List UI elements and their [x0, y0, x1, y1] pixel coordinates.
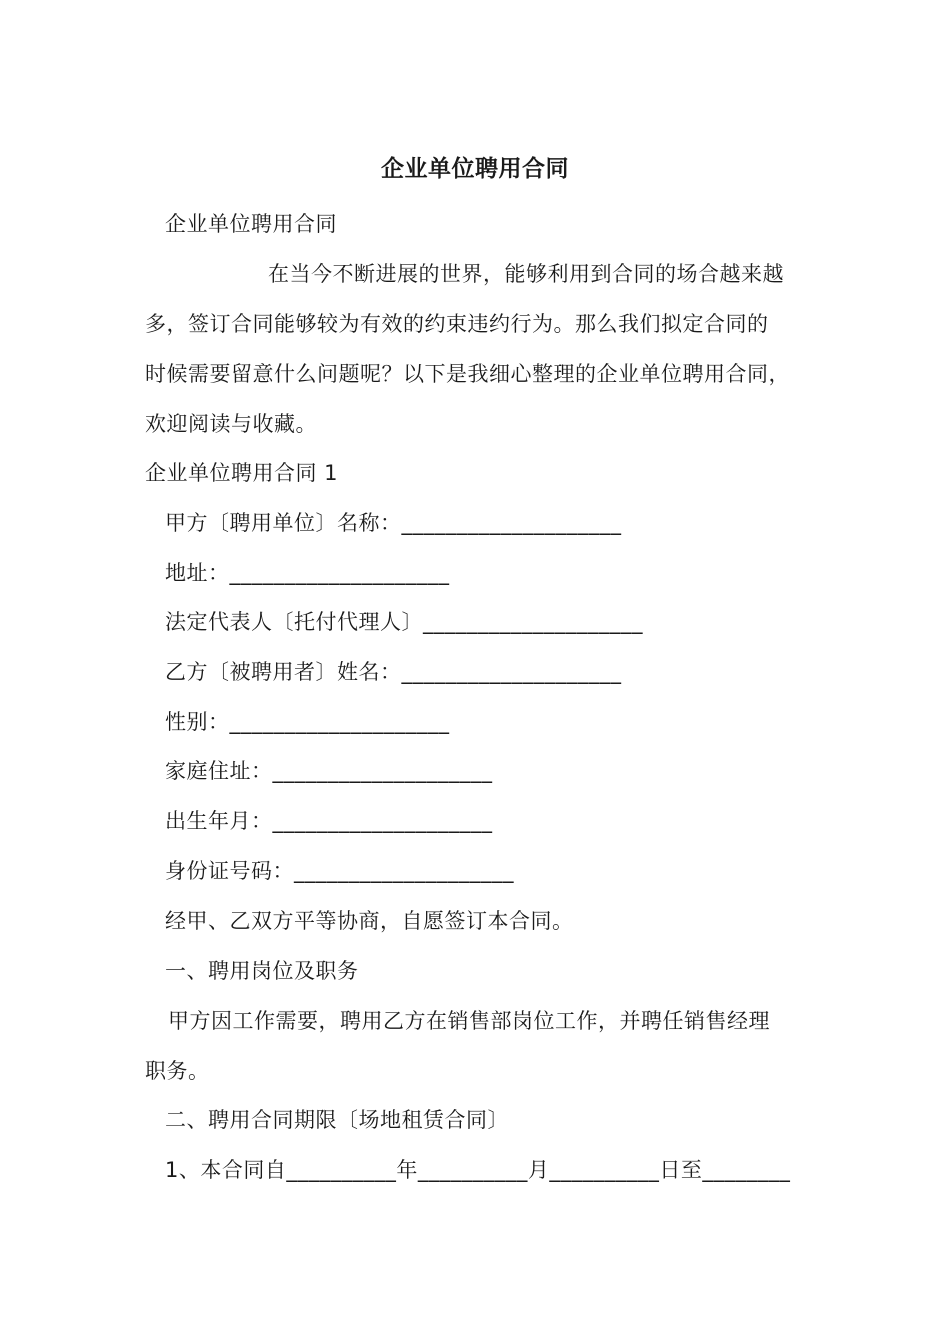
clause1-body-line-2: 职务。 — [145, 1059, 210, 1083]
agreement-text: 经甲、乙双方平等协商，自愿签订本合同。 — [165, 909, 574, 933]
field-party-a: 甲方〔聘用单位〕名称：____________________ — [165, 511, 622, 535]
document-subtitle: 企业单位聘用合同 — [165, 212, 337, 236]
field-address: 地址：____________________ — [165, 561, 450, 585]
clause1-body-line-1: 甲方因工作需要，聘用乙方在销售部岗位工作，并聘任销售经理 — [168, 1009, 770, 1033]
intro-line-2: 多，签订合同能够较为有效的约束违约行为。那么我们拟定合同的 — [145, 312, 769, 336]
field-id-number: 身份证号码：____________________ — [165, 859, 514, 883]
clause2-item-1: 1、本合同自__________年__________月__________日至________ — [165, 1158, 791, 1182]
document-title: 企业单位聘用合同 — [381, 156, 569, 182]
field-legal-rep: 法定代表人〔托付代理人〕____________________ — [165, 610, 643, 634]
field-birth: 出生年月：____________________ — [165, 809, 493, 833]
field-home-address: 家庭住址：____________________ — [165, 759, 493, 783]
clause2-heading: 二、聘用合同期限〔场地租赁合同〕 — [165, 1108, 509, 1132]
clause1-heading: 一、聘用岗位及职务 — [165, 959, 359, 983]
intro-line-4: 欢迎阅读与收藏。 — [145, 412, 317, 436]
field-gender: 性别：____________________ — [165, 710, 450, 734]
section-heading: 企业单位聘用合同 1 — [145, 461, 339, 485]
intro-line-1: 在当今不断进展的世界，能够利用到合同的场合越来越 — [268, 262, 784, 286]
field-party-b: 乙方〔被聘用者〕姓名：____________________ — [165, 660, 622, 684]
intro-line-3: 时候需要留意什么问题呢？以下是我细心整理的企业单位聘用合同， — [145, 362, 790, 386]
